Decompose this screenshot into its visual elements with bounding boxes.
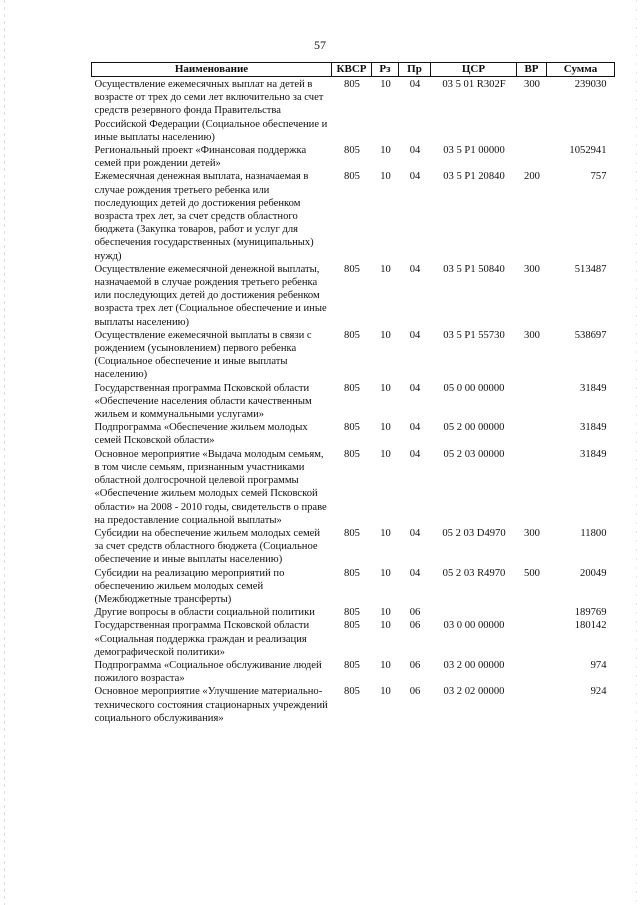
header-sum: Сумма	[547, 63, 615, 77]
row-rz: 10	[380, 329, 391, 341]
row-pr: 04	[409, 382, 421, 394]
row-name: Государственная программа Псковской области «Обеспечение населения области качественным жильем и коммунальными услугами»	[94, 382, 312, 421]
row-pr: 06	[409, 686, 421, 698]
row-vr	[517, 606, 547, 619]
row-rz: 10	[380, 263, 391, 275]
header-kvsr: КВСР	[332, 63, 372, 77]
row-vr: 300	[524, 527, 540, 539]
row-rz: 10	[380, 620, 391, 632]
table-row	[92, 170, 615, 262]
header-vr: ВР	[517, 63, 547, 77]
row-pr: 04	[409, 567, 421, 579]
row-sum: 31849	[580, 382, 607, 394]
row-sum: 538697	[574, 329, 607, 341]
row-name: Осуществление ежемесячной денежной выплаты, назначаемой в случае рождения третьего ребенка или последующих детей до достижения ребенком возраста трех лет (Социальное обеспечение и иные выплаты населению)	[94, 263, 327, 328]
row-kvsr: 805	[344, 620, 360, 632]
row-kvsr: 805	[344, 382, 360, 394]
table-row	[92, 144, 615, 170]
row-csr: 05 2 03 D4970	[442, 527, 506, 539]
table-row	[92, 382, 615, 422]
scan-edge-left	[4, 0, 5, 905]
table-row	[92, 329, 615, 382]
row-kvsr: 805	[344, 329, 360, 341]
row-vr	[517, 144, 547, 170]
row-kvsr: 805	[344, 607, 360, 619]
scan-edge-right	[636, 0, 637, 905]
row-rz: 10	[380, 686, 391, 698]
row-kvsr: 805	[344, 422, 360, 434]
row-pr: 06	[409, 620, 421, 632]
row-kvsr: 805	[344, 686, 360, 698]
row-pr: 04	[409, 527, 421, 539]
row-pr: 04	[409, 79, 421, 90]
row-csr: 03 5 P1 00000	[443, 145, 505, 157]
row-name: Государственная программа Псковской области «Социальная поддержка граждан и реализация демографической политики»	[94, 620, 310, 658]
table-row	[92, 263, 615, 329]
row-name: Региональный проект «Финансовая поддержка семей при рождении детей»	[94, 145, 307, 170]
row-csr: 03 5 P1 50840	[443, 263, 505, 275]
row-kvsr: 805	[344, 527, 360, 539]
row-name: Основное мероприятие «Улучшение материально-технического состояния стационарных учреждений социального обслуживания»	[94, 686, 328, 724]
row-kvsr: 805	[344, 79, 360, 90]
row-rz: 10	[380, 171, 391, 183]
row-csr: 03 5 01 R302F	[442, 79, 506, 90]
header-csr: ЦСР	[431, 63, 517, 77]
row-kvsr: 805	[344, 263, 360, 275]
row-vr: 200	[524, 171, 540, 183]
row-vr: 500	[524, 567, 540, 579]
row-sum: 189769	[574, 607, 607, 619]
row-pr: 04	[409, 171, 421, 183]
row-name: Ежемесячная денежная выплата, назначаемая в случае рождения третьего ребенка или последующих детей до достижения ребенком возраста трех лет, за счет средств областного бюджета (Закупка товаров, работ и услуг для обеспечения государственных (муниципальных) нужд)	[94, 171, 314, 262]
row-name: Подпрограмма «Социальное обслуживание людей пожилого возраста»	[94, 659, 322, 685]
row-name: Подпрограмма «Обеспечение жильем молодых семей Псковской области»	[94, 422, 308, 447]
row-sum: 11800	[580, 527, 607, 539]
row-pr: 04	[409, 145, 421, 157]
row-sum: 974	[590, 659, 607, 671]
row-pr: 06	[409, 659, 421, 671]
row-csr: 03 0 00 00000	[443, 620, 505, 632]
header-rz: Рз	[372, 63, 399, 77]
row-sum: 1052941	[569, 145, 607, 157]
row-name: Другие вопросы в области социальной политики	[94, 607, 315, 619]
row-name: Осуществление ежемесячных выплат на детей в возрасте от трех до семи лет включительно за счет средств резервного фонда Правительства Российской Федерации (Социальное обеспечение и иные выплаты населению)	[94, 79, 328, 143]
row-rz: 10	[380, 382, 391, 394]
table-row	[92, 567, 615, 607]
row-kvsr: 805	[344, 145, 360, 157]
row-csr: 03 2 02 00000	[443, 686, 505, 698]
row-pr: 04	[409, 329, 421, 341]
row-name: Субсидии на обеспечение жильем молодых семей за счет средств областного бюджета (Социальное обеспечение и иные выплаты населению)	[94, 527, 321, 566]
row-name: Основное мероприятие «Выдача молодым семьям, в том числе семьям, признанным участниками областной долгосрочной целевой программы «Обеспечение жильем молодых семей Псковской области» на 2008 - 2010 годы, свидетельств о праве на предоставление социальной выплаты»	[94, 448, 327, 526]
row-csr: 05 0 00 00000	[443, 382, 505, 394]
row-kvsr: 805	[344, 171, 360, 183]
table-row	[92, 527, 615, 567]
row-pr: 04	[409, 263, 421, 275]
table-row	[92, 77, 615, 145]
table-row	[92, 619, 615, 659]
table-row	[92, 659, 615, 685]
page-number: 57	[314, 38, 326, 52]
row-kvsr: 805	[344, 448, 360, 460]
row-vr	[517, 619, 547, 659]
row-vr: 300	[524, 263, 540, 275]
table-row	[92, 448, 615, 527]
row-rz: 10	[380, 79, 391, 90]
row-rz: 10	[380, 422, 391, 434]
row-kvsr: 805	[344, 567, 360, 579]
row-vr	[517, 382, 547, 422]
table-row	[92, 606, 615, 619]
row-csr: 05 2 00 00000	[443, 422, 505, 434]
row-kvsr: 805	[344, 659, 360, 671]
row-name: Субсидии на реализацию мероприятий по обеспечению жильем молодых семей (Межбюджетные трансферты)	[94, 567, 285, 605]
row-pr: 04	[409, 448, 421, 460]
row-pr: 06	[409, 607, 421, 619]
row-rz: 10	[380, 607, 391, 619]
row-sum: 31849	[580, 422, 607, 434]
row-pr: 04	[409, 422, 421, 434]
row-vr: 300	[524, 329, 540, 341]
row-csr: 03 5 P1 20840	[443, 171, 505, 183]
row-vr	[517, 659, 547, 685]
row-rz: 10	[380, 527, 391, 539]
row-name: Осуществление ежемесячной выплаты в связи с рождением (усыновлением) первого ребенка (Социальное обеспечение и иные выплаты населению)	[94, 329, 312, 381]
row-csr: 05 2 03 00000	[443, 448, 505, 460]
row-rz: 10	[380, 659, 391, 671]
budget-table	[91, 62, 615, 725]
row-sum: 180142	[574, 620, 607, 632]
table-row	[92, 685, 615, 725]
row-sum: 757	[590, 171, 607, 183]
row-sum: 513487	[574, 263, 607, 275]
row-csr: 03 5 P1 55730	[443, 329, 505, 341]
row-csr: 05 2 03 R4970	[442, 567, 506, 579]
row-csr: 03 2 00 00000	[443, 659, 505, 671]
row-vr	[517, 421, 547, 447]
row-vr	[517, 448, 547, 527]
header-pr: Пр	[399, 63, 431, 77]
row-rz: 10	[380, 145, 391, 157]
row-vr: 300	[524, 79, 540, 90]
row-sum: 20049	[580, 567, 607, 579]
row-rz: 10	[380, 567, 391, 579]
table-header-row	[92, 63, 615, 77]
row-sum: 239030	[574, 79, 607, 90]
row-csr	[431, 606, 517, 619]
row-sum: 924	[590, 686, 607, 698]
header-name: Наименование	[92, 63, 332, 77]
table-row	[92, 421, 615, 447]
row-rz: 10	[380, 448, 391, 460]
row-vr	[517, 685, 547, 725]
row-sum: 31849	[580, 448, 607, 460]
